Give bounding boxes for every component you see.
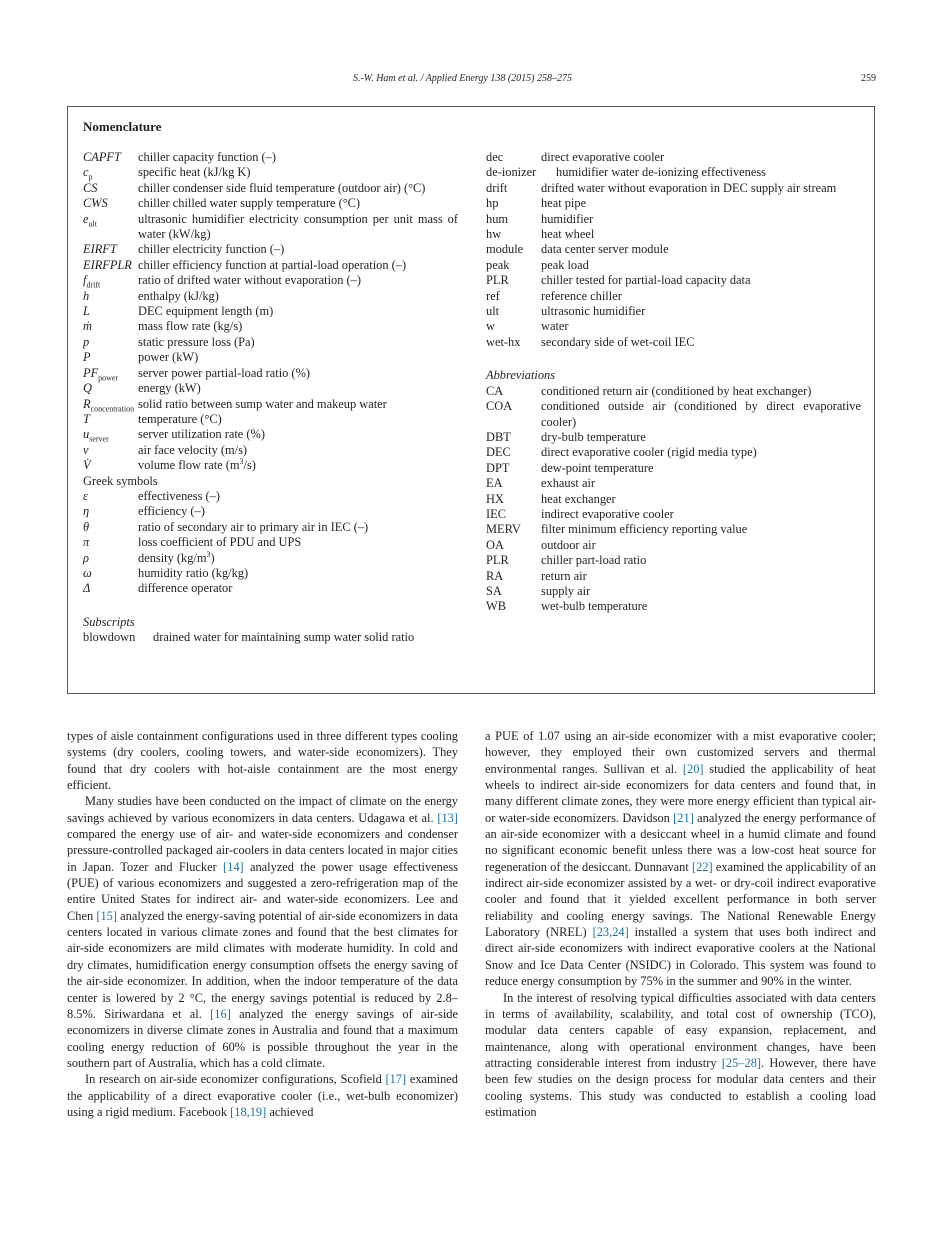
symbol: $R_{concentration}$	[83, 396, 135, 413]
citation-link[interactable]: [25–28]	[721, 1055, 762, 1070]
definition: chiller chilled water supply temperature (°C)	[138, 196, 361, 211]
citation-link[interactable]: [14]	[223, 859, 244, 874]
symbol: h	[83, 288, 90, 303]
abbreviation-entry	[486, 476, 861, 491]
paragraph-text: studied the applicability of heat wheels to indirect air-side economizers for data centers and found that, in many different climate zones, they were more energy efficient than typical air- or water-side economizers. Davidson	[485, 761, 876, 825]
abbreviation-entry	[486, 445, 861, 460]
definition: direct evaporative cooler (rigid media type)	[541, 445, 757, 460]
symbol: $PF_{power}$	[83, 365, 119, 383]
symbol: CAPFT	[83, 150, 121, 164]
symbol: WB	[486, 599, 506, 614]
definition: enthalpy (kJ/kg)	[138, 288, 219, 303]
definition: volume flow rate $(m^3/s)$	[138, 457, 256, 473]
symbol: PLR	[486, 553, 509, 568]
symbol: MERV	[486, 522, 521, 537]
nomenclature-entry	[83, 212, 458, 243]
definition: return air	[541, 568, 587, 583]
definition: reference chiller	[541, 288, 622, 303]
symbol: Q	[83, 381, 92, 396]
nomenclature-box	[67, 106, 875, 694]
citation-link[interactable]: [18,19]	[230, 1104, 267, 1119]
symbol: ε	[83, 488, 88, 503]
citation-link[interactable]: [20]	[682, 761, 704, 776]
citation-link[interactable]: [22]	[692, 859, 713, 874]
definition: heat pipe	[541, 196, 587, 211]
symbol: EIRFPLR	[83, 257, 132, 272]
greek-entry	[83, 535, 458, 550]
definition: solid ratio between sump water and makeup water	[138, 396, 387, 411]
symbol: EA	[486, 476, 503, 491]
body-paragraph	[485, 990, 876, 1121]
nomenclature-entry	[83, 273, 458, 288]
abbreviation-entry	[486, 522, 861, 537]
symbol: DBT	[486, 429, 511, 444]
symbol: HX	[486, 491, 504, 506]
greek-entry	[83, 566, 458, 581]
symbol: ρ	[83, 550, 89, 565]
subscript-entry	[486, 227, 861, 242]
symbol: hw	[486, 227, 502, 242]
symbol: Δ	[83, 581, 91, 596]
symbol: θ	[83, 519, 90, 534]
nomenclature-entry	[83, 304, 458, 319]
subscript-entry	[486, 150, 861, 165]
body-paragraph	[67, 1071, 458, 1120]
symbol: P	[83, 350, 91, 365]
citation-link[interactable]: [17]	[385, 1072, 407, 1087]
symbol: ω	[83, 565, 92, 580]
nomenclature-entry	[83, 181, 458, 196]
definition: temperature (°C)	[138, 411, 222, 426]
abbreviation-entry	[486, 507, 861, 522]
nomenclature-entry	[83, 366, 458, 381]
symbol: IEC	[486, 506, 506, 521]
citation-link[interactable]: [16]	[210, 1006, 231, 1021]
greek-entry	[83, 581, 458, 596]
symbol: module	[486, 242, 524, 257]
paragraph-text: In the interest of resolving typical difficulties associated with data centers in terms of availability, scalability, and total cost of ownership (TCO), modular data centers capable of easy expansion, replacement, and maintenance, along with operational environment changes, have been attracting considerable interest from industry	[485, 990, 876, 1070]
definition: effectiveness (–)	[138, 488, 220, 503]
definition: static pressure loss (Pa)	[138, 334, 255, 349]
paragraph-text: compared the energy use of air- and water-side economizers and condenser pressure-controlled packaged air-coolers in data centers located in major cities in Japan. Tozer and Flucker	[67, 827, 458, 874]
symbol: CS	[83, 180, 98, 195]
definition: server power partial-load ratio (%)	[138, 365, 311, 380]
symbol: DEC	[486, 445, 511, 460]
body-paragraph	[67, 793, 458, 1071]
greek-symbols-heading: Greek symbols	[83, 473, 158, 488]
symbol: CWS	[83, 196, 108, 211]
citation-link[interactable]: [13]	[437, 810, 458, 825]
definition: DEC equipment length (m)	[138, 304, 274, 319]
definition: dew-point temperature	[541, 460, 654, 475]
paragraph-text: Many studies have been conducted on the impact of climate on the energy savings achieved by various economizers in data centers. Udagawa et al.	[67, 794, 458, 825]
nomenclature-entry	[83, 242, 458, 257]
definition: chiller condenser side fluid temperature (outdoor air) (°C)	[138, 180, 426, 195]
nomenclature-entry	[83, 150, 458, 165]
definition: supply air	[541, 583, 591, 598]
symbol: drift	[486, 180, 508, 195]
paragraph-text: achieved	[266, 1104, 314, 1119]
symbol: COA	[486, 399, 513, 414]
running-header: S.-W. Ham et al. / Applied Energy 138 (2015) 258–275	[352, 73, 573, 84]
symbol: SA	[486, 583, 502, 598]
symbol: OA	[486, 537, 504, 552]
paragraph-text: . However, there have been few studies on the design process for modular data centers and their cooling systems. This study was conducted to establish a cooling load estimation	[485, 1055, 877, 1119]
definition: efficiency (–)	[138, 504, 205, 519]
definition: heat wheel	[541, 227, 595, 242]
symbol: $c_p$	[83, 165, 93, 182]
definition: data center server module	[541, 242, 669, 257]
definition: direct evaporative cooler	[541, 150, 665, 164]
nomenclature-entry	[83, 427, 458, 442]
symbol: T	[83, 411, 90, 426]
paragraph-text: analyzed the energy savings of air-side economizers in diverse climate zones in Australia and found that a maximum cooling energy reduction of 60% is possible throughout the year in the southern part of Australia, which has a cold climate.	[67, 1006, 458, 1070]
body-right-column	[485, 728, 876, 1120]
subscript-entry	[486, 335, 861, 350]
citation-link[interactable]: [23,24]	[592, 925, 629, 940]
nomenclature-entry	[83, 397, 458, 412]
nomenclature-entry	[83, 443, 458, 458]
greek-entry	[83, 551, 458, 566]
definition: chiller efficiency function at partial-load operation (–)	[138, 257, 407, 272]
subscript-entry	[486, 242, 861, 257]
definition: power (kW)	[138, 350, 199, 365]
subscript-entry	[486, 165, 861, 180]
nomenclature-right-column	[486, 150, 861, 615]
subscripts-heading: Subscripts	[83, 614, 135, 629]
symbol: de-ionizer	[486, 165, 537, 180]
definition: heat exchanger	[541, 491, 616, 506]
abbreviation-entry	[486, 553, 861, 568]
definition: specific heat (kJ/kg K)	[138, 165, 251, 180]
paragraph-text: types of aisle containment configurations used in three different types cooling systems (dry coolers, cooling towers, and water-side economizers). They found that dry coolers with hot-aisle containment are the most energy efficient.	[67, 729, 458, 793]
definition: ratio of drifted water without evaporation (–)	[138, 273, 361, 288]
symbol: π	[83, 535, 90, 550]
paragraph-text: installed a system that uses both indirect and direct air-side economizers with indirect evaporative coolers at the National Snow and Ice Data Center (NSIDC) in Colorado. This system was found to reduce energy consumption by 75% in the summer and 90% in the winter.	[485, 925, 876, 989]
definition: outdoor air	[541, 537, 596, 552]
greek-entry	[83, 504, 458, 519]
definition: mass flow rate (kg/s)	[138, 319, 243, 334]
body-paragraph	[485, 728, 876, 990]
symbol: peak	[486, 257, 510, 272]
subscript-entry	[486, 289, 861, 304]
paragraph-text: examined the applicability of a direct evaporative cooler (i.e., wet-bulb economizer) using a rigid medium. Facebook	[67, 1072, 458, 1119]
definition: energy (kW)	[138, 381, 201, 396]
paragraph-text: analyzed the power usage effectiveness (PUE) of various economizers and suggested a zero-refrigeration map of the entire United States for indirect air- and water-side economizers. Lee and Chen	[67, 859, 458, 923]
symbol: dec	[486, 150, 504, 164]
symbol: $u_{server}$	[83, 427, 109, 444]
body-left-column	[67, 728, 458, 1120]
definition: drained water for maintaining sump water solid ratio	[153, 630, 415, 645]
definition: difference operator	[138, 581, 233, 596]
abbreviation-entry	[486, 461, 861, 476]
symbol: $f_{drift}$	[83, 273, 101, 290]
definition: server utilization rate (%)	[138, 427, 265, 442]
nomenclature-left-column	[83, 150, 458, 646]
definition: conditioned return air (conditioned by heat exchanger)	[541, 383, 812, 398]
symbol: CA	[486, 383, 504, 398]
definition: humidity ratio (kg/kg)	[138, 565, 249, 580]
paragraph-text: a PUE of 1.07 using an air-side economizer with a mist evaporative cooler; however, they employed their own customized servers and thermal environmental ranges. Sullivan et al.	[485, 729, 876, 776]
subscript-entry	[83, 630, 458, 645]
subscript-entry	[486, 181, 861, 196]
citation-link[interactable]: [21]	[673, 810, 694, 825]
definition: chiller capacity function (–)	[138, 150, 276, 164]
abbreviation-entry	[486, 599, 861, 614]
citation-link[interactable]: [15]	[96, 908, 117, 923]
nomenclature-entry	[83, 165, 458, 180]
nomenclature-entry	[83, 381, 458, 396]
definition: conditioned outside air (conditioned by direct evaporative cooler)	[541, 399, 861, 429]
definition: chiller tested for partial-load capacity data	[541, 273, 751, 288]
abbreviation-entry	[486, 430, 861, 445]
definition: drifted water without evaporation in DEC supply air stream	[541, 180, 837, 195]
subscript-entry	[486, 258, 861, 273]
nomenclature-entry	[83, 458, 458, 473]
nomenclature-entry	[83, 412, 458, 427]
paragraph-text: analyzed the energy-saving potential of air-side economizers in data centers located in various climate zones and found that the best climates for air-side economizers are mild climates with moderate humidity. In cold and dry climates, humidification energy consumption offsets the energy saving of the air-side economizer. In addition, when the indoor temperature of the data center is lowered by 2 °C, the energy savings potential is reduced by 2.8–8.5%. Siriwardana et al.	[67, 908, 458, 1021]
nomenclature-entry	[83, 319, 458, 334]
abbreviations-heading: Abbreviations	[486, 368, 556, 383]
abbreviation-entry	[486, 569, 861, 584]
symbol: DPT	[486, 460, 510, 475]
greek-entry	[83, 489, 458, 504]
definition: air face velocity (m/s)	[138, 442, 248, 457]
paragraph-text: In research on air-side economizer configurations, Scofield	[85, 1072, 386, 1087]
nomenclature-title: Nomenclature	[83, 119, 162, 134]
nomenclature-entry	[83, 196, 458, 211]
page-number: 259	[861, 73, 876, 84]
definition: exhaust air	[541, 476, 596, 491]
body-paragraph	[67, 728, 458, 793]
definition: ultrasonic humidifier electricity consumption per unit mass of water (kW/kg)	[138, 211, 458, 242]
symbol: L	[83, 304, 90, 319]
definition: density $(kg/m^3)$	[138, 549, 215, 565]
abbreviation-entry	[486, 538, 861, 553]
definition: chiller part-load ratio	[541, 553, 647, 568]
symbol: ṁ	[83, 319, 92, 334]
definition: water	[541, 319, 569, 334]
nomenclature-entry	[83, 335, 458, 350]
abbreviation-entry	[486, 384, 861, 399]
symbol: hp	[486, 196, 499, 211]
definition: ultrasonic humidifier	[541, 304, 646, 319]
abbreviation-entry	[486, 492, 861, 507]
abbreviation-entry	[486, 399, 861, 430]
symbol: ref	[486, 288, 500, 303]
definition: dry-bulb temperature	[541, 429, 646, 444]
subscript-entry	[486, 212, 861, 227]
symbol: ult	[486, 304, 500, 319]
nomenclature-entry	[83, 258, 458, 273]
symbol: blowdown	[83, 630, 136, 645]
symbol: PLR	[486, 273, 509, 288]
definition: ratio of secondary air to primary air in IEC (–)	[138, 519, 369, 534]
symbol: w	[486, 319, 495, 334]
symbol: p	[83, 334, 90, 349]
nomenclature-entry	[83, 289, 458, 304]
definition: filter minimum efficiency reporting value	[541, 522, 748, 537]
greek-entry	[83, 520, 458, 535]
definition: indirect evaporative cooler	[541, 506, 674, 521]
subscript-entry	[486, 196, 861, 211]
nomenclature-entry	[83, 350, 458, 365]
abbreviation-entry	[486, 584, 861, 599]
subscript-entry	[486, 304, 861, 319]
definition: peak load	[541, 257, 589, 272]
symbol: v	[83, 442, 89, 457]
subscript-entry	[486, 273, 861, 288]
paragraph-text: analyzed the energy performance of an air-side economizer with a desiccant wheel in a humid climate and found no significant economic benefit unless there was a low-cost heat source for regeneration of the desiccant. Dunnavant	[485, 810, 877, 874]
symbol: wet-hx	[486, 334, 521, 349]
symbol: η	[83, 504, 90, 519]
definition: humidifier water de-ionizing effectiveness	[556, 165, 766, 180]
symbol: $e_{ult}$	[83, 211, 97, 229]
subscript-entry	[486, 319, 861, 334]
definition: wet-bulb temperature	[541, 599, 648, 614]
definition: chiller electricity function (–)	[138, 242, 285, 257]
symbol: V̇	[83, 458, 91, 473]
symbol: EIRFT	[83, 242, 117, 257]
definition: secondary side of wet-coil IEC	[541, 334, 695, 349]
paragraph-text: examined the applicability of an indirect air-side economizer assisted by a wet- or dry-coil indirect evaporative cooler and found that it yielded excellent performance in both server reliability and cooling energy savings. The National Renewable Energy Laboratory (NREL)	[485, 859, 876, 940]
symbol: hum	[486, 211, 509, 226]
definition: humidifier	[541, 211, 594, 226]
symbol: RA	[486, 568, 504, 583]
definition: loss coefficient of PDU and UPS	[138, 535, 302, 550]
